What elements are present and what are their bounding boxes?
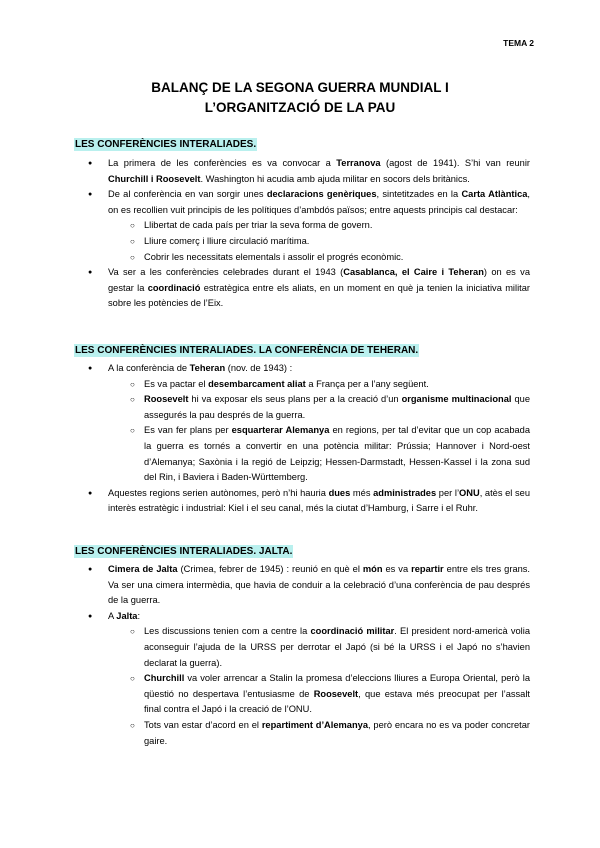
section-heading: LES CONFERÈNCIES INTERALIADES. LA CONFERÈNCIA DE TEHERAN. <box>75 345 419 356</box>
section-heading: LES CONFERÈNCIES INTERALIADES. <box>75 139 257 150</box>
list-item: ● Aquestes regions serien autònomes, però n’hi hauria dues més administrades per l’ONU, atès el seu interès estratègic i industrial: Kiel i el seu canal, més la ciutat d’Hamburg, i Sarre i el Ruhr. <box>74 486 530 517</box>
sub-list-item: ○ Es va pactar el desembarcament aliat a França per a l’any següent. <box>74 377 530 393</box>
section-conferencies <box>74 138 530 312</box>
list-item: ● A Jalta: <box>74 609 530 625</box>
page-title <box>0 78 600 118</box>
sub-list-item: ○ Roosevelt hi va exposar els seus plans per a la creació d’un organisme multinacional que assegurés la pau després de la guerra. <box>74 392 530 423</box>
list-item: ● La primera de les conferències es va convocar a Terranova (agost de 1941). S’hi van reunir Churchill i Roosevelt. Washington hi acudia amb ajuda militar en socors dels britànics. <box>74 156 530 187</box>
sub-list-item: ○ Cobrir les necessitats elementals i assolir el progrés econòmic. <box>74 250 530 266</box>
sub-list-item: ○ Llibertat de cada país per triar la seva forma de govern. <box>74 218 530 234</box>
list-item: ● Va ser a les conferències celebrades durant el 1943 (Casablanca, el Caire i Teheran) on es va gestar la coordinació estratègica entre els aliats, en un moment en què ja tenien la iniciativa militar sobre les potències de l’Eix. <box>74 265 530 312</box>
section-teheran <box>74 344 530 517</box>
list-item: ● A la conferència de Teheran (nov. de 1943) : <box>74 361 530 377</box>
section-heading: LES CONFERÈNCIES INTERALIADES. JALTA. <box>75 546 293 557</box>
sub-list-item: ○ Tots van estar d’acord en el repartiment d’Alemanya, però encara no es va poder concretar gaire. <box>74 718 530 749</box>
section-jalta <box>74 545 530 749</box>
title-line-1: BALANÇ DE LA SEGONA GUERRA MUNDIAL I <box>151 80 449 95</box>
sub-list-item: ○ Lliure comerç i lliure circulació marítima. <box>74 234 530 250</box>
sub-list-item: ○ Es van fer plans per esquarterar Alemanya en regions, per tal d’evitar que un cop acabada la guerra es tornés a convertir en una potència militar: Prússia; Hannover i Nord-oest d’Alemanya; Saxònia i la regió de Leipzig; Hessen-Darmstadt, Hessen-Kassel i la zona sud del Rin, i Baviera i Baden-Württemberg. <box>74 423 530 485</box>
bullet-list <box>74 562 530 749</box>
list-item: ● De al conferència en van sorgir unes declaracions genèriques, sintetitzades en la Carta Atlàntica, on es recollien vuit principis de les polítiques d’ambdós països; entre aquests principis cal destacar: <box>74 187 530 218</box>
sub-list-item: ○ Churchill va voler arrencar a Stalin la promesa d’eleccions lliures a Europa Oriental, però la qüestió no despertava l’entusiasme de Roosevelt, que estava més preocupat per l’assalt final contra el Japó i la creació de l’ONU. <box>74 671 530 718</box>
list-item: ● Cimera de Jalta (Crimea, febrer de 1945) : reunió en què el món es va repartir entre els tres grans. Va ser una cimera intermèdia, que havia de conduir a la celebració d’una conferència de pau després de la guerra. <box>74 562 530 609</box>
title-line-2: L’ORGANITZACIÓ DE LA PAU <box>204 100 396 115</box>
page-label: TEMA 2 <box>503 38 534 48</box>
bullet-list <box>74 361 530 517</box>
bullet-list <box>74 156 530 312</box>
sub-list-item: ○ Les discussions tenien com a centre la coordinació militar. El president nord-americà volia aconseguir l’ajuda de la URSS per derrotar el Japó (si bé la URSS i el Japó no s’havien declarat la guerra). <box>74 624 530 671</box>
